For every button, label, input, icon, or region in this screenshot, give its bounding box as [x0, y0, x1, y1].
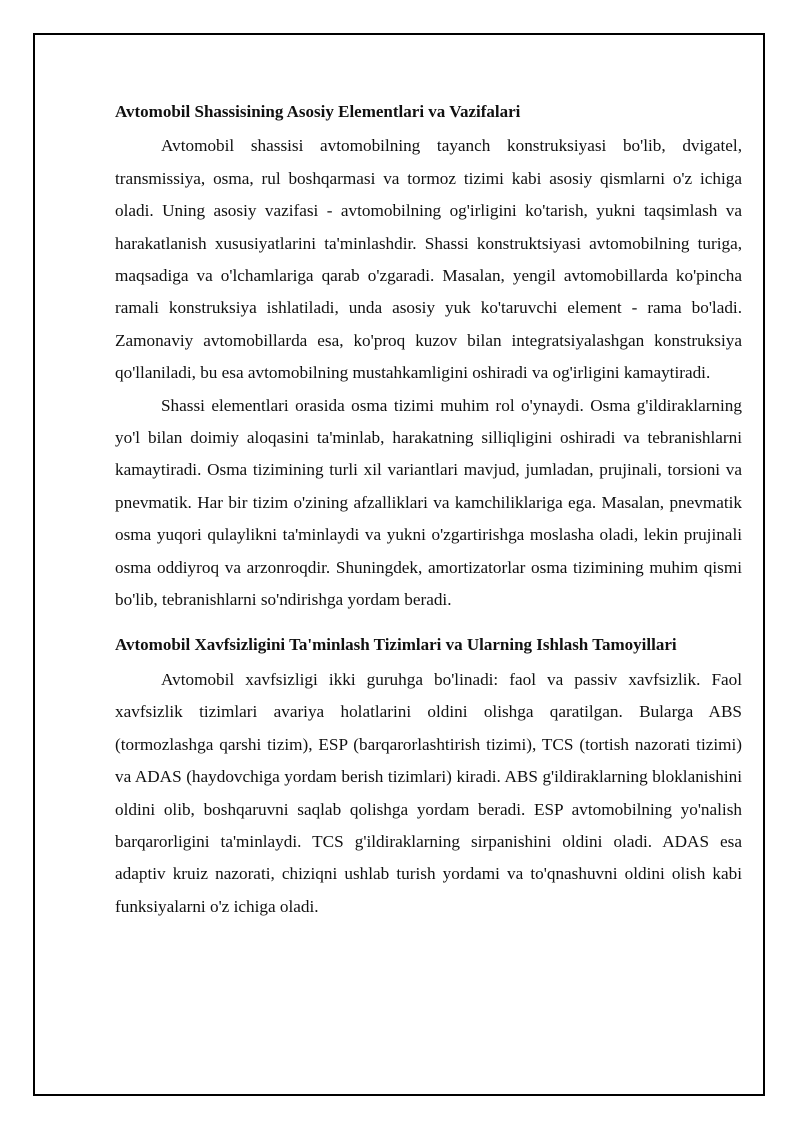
- paragraph-safety-systems: Avtomobil xavfsizligi ikki guruhga bo'linadi: faol va passiv xavfsizlik. Faol xavfsizlik tizimlari avariya holatlarini oldini olishga qaratilgan. Bularga ABS (tormozlashga qarshi tizim), ESP (barqarorlashtirish tizimi), TCS (tortish nazorati tizimi) va ADAS (haydovchiga yordam berish tizimlari) kiradi. ABS g'ildiraklarning bloklanishini oldini olib, boshqaruvni saqlab qolishga yordam beradi. ESP avtomobilning yo'nalish barqarorligini ta'minlaydi. TCS g'ildiraklarning sirpanishini oldini oladi. ADAS esa adaptiv kruiz nazorati, chiziqni ushlab turish yordami va to'qnashuvni oldini olish kabi funksiyalarni o'z ichiga oladi.: [115, 669, 742, 916]
- document-body: [115, 96, 742, 923]
- paragraph-chassis-overview: Avtomobil shassisi avtomobilning tayanch konstruksiyasi bo'lib, dvigatel, transmissiya, osma, rul boshqarmasi va tormoz tizimi kabi asosiy qismlarni o'z ichiga oladi. Uning asosiy vazifasi - avtomobilning og'irligini ko'tarish, yukni taqsimlash va harakatlanish xususiyatlarini ta'minlashdir. Shassi konstruktsiyasi avtomobilning turiga, maqsadiga va o'lchamlariga qarab o'zgaradi. Masalan, yengil avtomobillarda ko'pincha ramali konstruksiya ishlatiladi, unda asosiy yuk ko'taruvchi element - rama bo'ladi. Zamonaviy avtomobillarda esa, ko'proq kuzov bilan integratsiyalashgan konstruksiya qo'llaniladi, bu esa avtomobilning mustahkamligini oshiradi va og'irligini kamaytiradi.: [115, 136, 742, 383]
- section-heading-chassis: Avtomobil Shassisining Asosiy Elementlari va Vazifalari: [115, 102, 521, 121]
- section-heading-safety: Avtomobil Xavfsizligini Ta'minlash Tizimlari va Ularning Ishlash Tamoyillari: [115, 634, 677, 654]
- paragraph-suspension: Shassi elementlari orasida osma tizimi muhim rol o'ynaydi. Osma g'ildiraklarning yo'l bilan doimiy aloqasini ta'minlab, harakatning silliqligini oshiradi va tebranishlarni kamaytiradi. Osma tizimining turli xil variantlari mavjud, jumladan, prujinali, torsioni va pnevmatik. Har bir tizim o'zining afzalliklari va kamchiliklariga ega. Masalan, pnevmatik osma yuqori qulaylikni ta'minlaydi va yukni o'zgartirishga moslasha oladi, lekin prujinali osma oddiyroq va arzonroqdir. Shuningdek, amortizatorlar osma tizimining muhim qismi bo'lib, tebranishlarni so'ndirishga yordam beradi.: [115, 395, 742, 610]
